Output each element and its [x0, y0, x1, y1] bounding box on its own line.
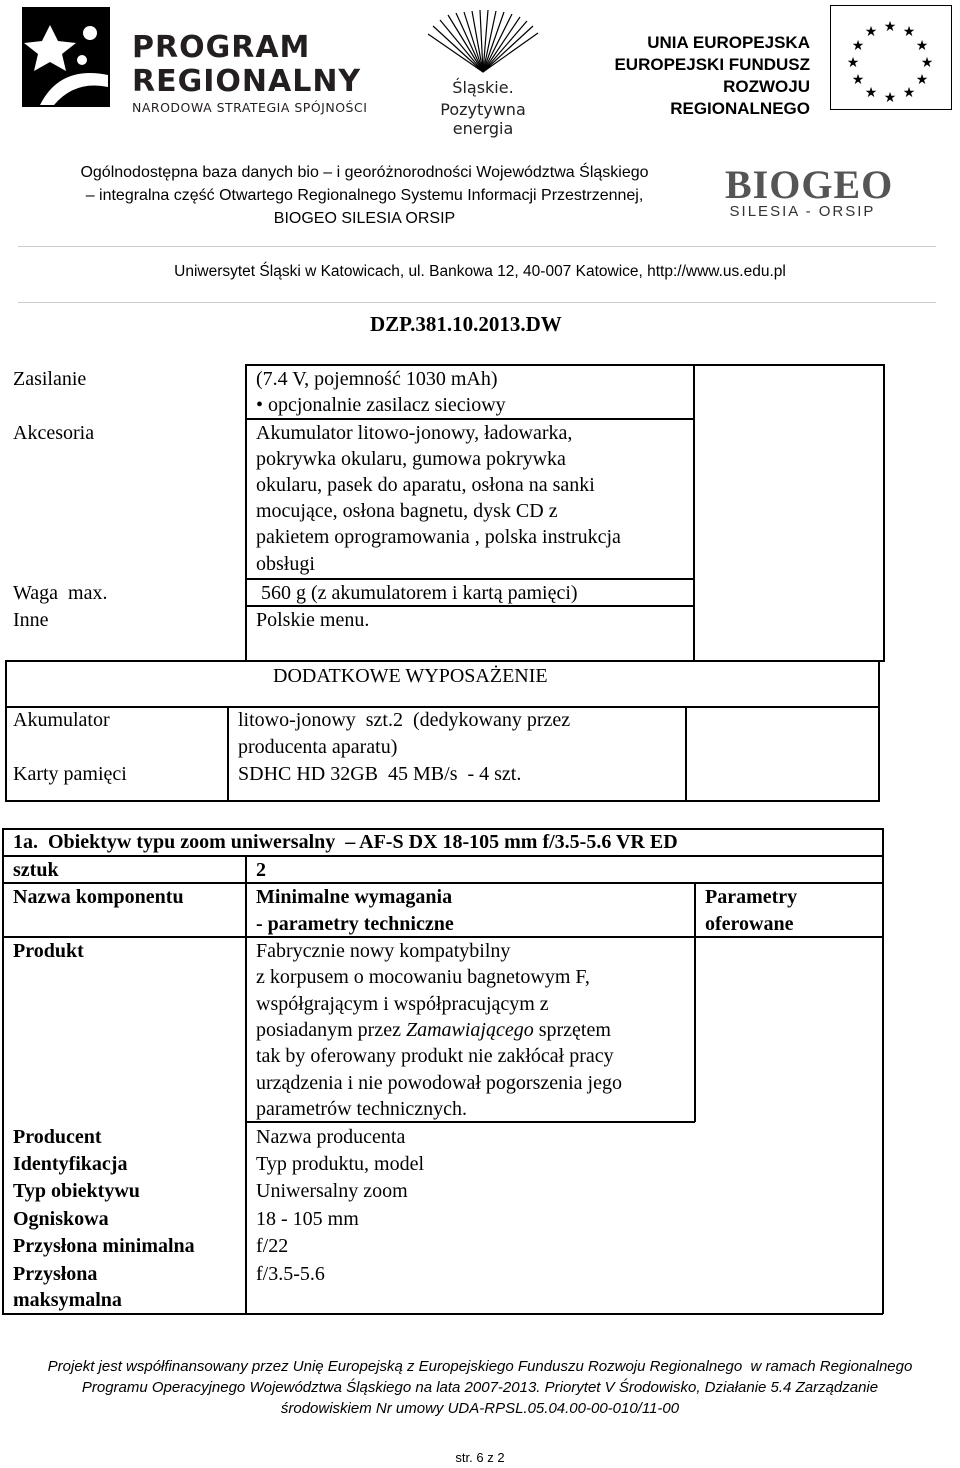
t3-label-producent: Producent — [13, 1126, 102, 1148]
database-line-1: Ogólnodostępna baza danych bio – i georóżnorodności Województwa Śląskiego — [80, 164, 649, 181]
page-number: str. 6 z 2 — [455, 1450, 505, 1465]
svg-text:★: ★ — [864, 85, 878, 101]
t2-border-left — [5, 660, 7, 801]
t1-value-akcesoria-line3: okularu, pasek do aparatu, osłona na sanki — [256, 474, 595, 496]
t2-value-akumulator-line1: litowo-jonowy szt.2 (dedykowany przez — [238, 709, 571, 731]
ue-logo-text — [580, 32, 810, 120]
slaskie-logo — [408, 10, 558, 138]
t3-label-przyslona-min: Przysłona minimalna — [13, 1235, 195, 1257]
svg-text:★: ★ — [851, 72, 865, 88]
t1-border-col1 — [245, 364, 247, 661]
database-line-2: – integralna część Otwartego Regionalnego Systemu Informacji Przestrzennej, — [85, 187, 644, 204]
t2-label-akumulator: Akumulator — [13, 709, 110, 731]
t1-label-akcesoria: Akcesoria — [13, 422, 95, 444]
t1-label-inne: Inne — [13, 609, 49, 631]
t3-title: 1a. Obiektyw typu zoom uniwersalny – AF-S DX 18-105 mm f/3.5-5.6 VR ED — [13, 831, 678, 853]
t3-border-bottom — [2, 1313, 883, 1315]
t3-label-identyfikacja: Identyfikacja — [13, 1153, 128, 1175]
t1-label-zasilanie: Zasilanie — [13, 368, 87, 390]
t3-value-ogniskowa: 18 - 105 mm — [256, 1208, 359, 1230]
svg-text:★: ★ — [915, 72, 929, 88]
slaskie-sun-icon — [408, 10, 558, 80]
t3-produkt-line6: urządzenia i nie powodował pogorszenia jego — [256, 1072, 622, 1094]
t3-value-typ-obiektywu: Uniwersalny zoom — [256, 1180, 408, 1202]
t3-label-produkt: Produkt — [13, 940, 84, 962]
program-logo-line2: REGIONALNY — [132, 64, 362, 99]
t3-produkt-line4 — [256, 1017, 611, 1044]
ue-line2: EUROPEJSKI FUNDUSZ — [614, 55, 810, 74]
database-line-3: BIOGEO SILESIA ORSIP — [273, 210, 456, 227]
t1-value-akcesoria-line4: mocujące, osłona bagnetu, dysk CD z — [256, 500, 558, 522]
t3-produkt-line1: Fabrycznie nowy kompatybilny — [256, 940, 511, 962]
t2-heading: DODATKOWE WYPOSAŻENIE — [273, 665, 548, 687]
t3-header-requirements-sub: - parametry techniczne — [256, 913, 454, 935]
t3-produkt-line4c: sprzętem — [533, 1019, 611, 1041]
t1-value-akcesoria-line2: pokrywka okularu, gumowa pokrywka — [256, 448, 566, 470]
t3-produkt-line5: tak by oferowany produkt nie zakłócał pracy — [256, 1045, 614, 1067]
ue-line1: UNIA EUROPEJSKA — [647, 33, 810, 52]
t3-produkt-line2: z korpusem o mocowaniu bagnetowym F, — [256, 966, 590, 988]
t1-value-inne: Polskie menu. — [256, 609, 370, 631]
svg-text:★: ★ — [902, 24, 916, 40]
svg-text:★: ★ — [915, 38, 929, 54]
t3-header-component: Nazwa komponentu — [13, 886, 184, 908]
slaskie-logo-title: Śląskie. — [452, 78, 514, 97]
t3-value-identyfikacja: Typ produktu, model — [256, 1153, 425, 1175]
t3-label-ogniskowa: Ogniskowa — [13, 1208, 109, 1230]
eu-flag-icon — [830, 5, 952, 110]
t1-value-akcesoria-line6: obsługi — [256, 553, 315, 575]
t1-value-akcesoria-line1: Akumulator litowo-jonowy, ładowarka, — [256, 422, 573, 444]
t3-value-przyslona-max: f/3.5-5.6 — [256, 1263, 325, 1285]
svg-text:★: ★ — [864, 24, 878, 40]
svg-text:★: ★ — [883, 90, 897, 106]
t1-border-bottom — [5, 660, 885, 662]
t3-label-typ-obiektywu: Typ obiektywu — [13, 1180, 140, 1202]
footer-line3: środowiskiem Nr umowy UDA-RPSL.05.04.00-00-010/11-00 — [280, 1400, 680, 1417]
svg-text:★: ★ — [902, 85, 916, 101]
t3-header-offered: Parametry — [705, 886, 798, 908]
t2-value-karty: SDHC HD 32GB 45 MB/s - 4 szt. — [238, 763, 522, 785]
t3-border-left — [2, 828, 4, 1314]
t1-label-waga: Waga max. — [13, 582, 108, 604]
t2-border-col2 — [685, 706, 687, 801]
t1-border-right — [883, 364, 885, 661]
t3-qty-label: sztuk — [13, 859, 59, 881]
footer-line2: Programu Operacyjnego Województwa Śląskiego na lata 2007-2013. Priorytet V Środowisko, Działanie 5.4 Zarządzanie — [81, 1379, 879, 1396]
t1-value-zasilanie-line1: (7.4 V, pojemność 1030 mAh) — [256, 368, 498, 390]
t1-value-waga: 560 g (z akumulatorem i kartą pamięci) — [256, 582, 578, 604]
t3-border-col2 — [694, 882, 696, 1122]
t2-border-col1 — [227, 706, 229, 801]
t2-border-bottom — [5, 800, 880, 802]
svg-text:★: ★ — [920, 55, 934, 71]
ue-line3: ROZWOJU REGIONALNEGO — [670, 77, 810, 118]
svg-text:★: ★ — [851, 38, 865, 54]
t3-qty-value: 2 — [256, 859, 266, 881]
t1-value-akcesoria-line5: pakietem oprogramowania , polska instrukcja — [256, 526, 621, 548]
footer-line1: Projekt jest współfinansowany przez Unię Europejską z Europejskiego Funduszu Rozwoju Regionalnego w ramach Regionalnego — [47, 1358, 913, 1375]
t3-produkt-line4b: Zamawiającego — [405, 1019, 534, 1041]
university-address: Uniwersytet Śląski w Katowicach, ul. Bankowa 12, 40-007 Katowice, http://www.us.edu.pl — [174, 263, 786, 280]
t3-label-przyslona-max-2: maksymalna — [13, 1289, 122, 1311]
svg-text:★: ★ — [846, 55, 860, 71]
footer-funding-note — [0, 1356, 960, 1419]
t3-value-przyslona-min: f/22 — [256, 1235, 289, 1257]
t3-label-przyslona-max: Przysłona — [13, 1263, 98, 1285]
t3-produkt-line4a: posiadanym przez — [256, 1019, 406, 1041]
biogeo-logo — [725, 162, 894, 225]
program-regionalny-logo — [20, 5, 380, 115]
t3-produkt-line3: współgrającym i współpracującym z — [256, 993, 549, 1015]
header-rule-bottom — [18, 302, 936, 303]
t3-value-producent: Nazwa producenta — [256, 1126, 406, 1148]
t2-border-right — [878, 660, 880, 801]
t3-header-offered-sub: oferowane — [705, 913, 794, 935]
slaskie-logo-slogan: Pozytywna energia — [440, 100, 526, 138]
document-reference: DZP.381.10.2013.DW — [370, 312, 562, 336]
program-logo-line1: PROGRAM — [132, 30, 311, 65]
biogeo-logo-sub: SILESIA - ORSIP — [729, 203, 876, 220]
t3-border-right — [882, 828, 884, 1314]
t3-header-requirements: Minimalne wymagania — [256, 886, 453, 908]
program-regionalny-emblem-icon — [20, 5, 120, 115]
biogeo-logo-main: BIOGEO — [725, 162, 894, 207]
t3-produkt-line7: parametrów technicznych. — [256, 1098, 468, 1120]
header-rule-top — [18, 246, 936, 247]
svg-text:★: ★ — [883, 19, 897, 35]
t1-value-zasilanie-line2: • opcjonalnie zasilacz sieciowy — [256, 394, 506, 416]
t3-border-col1 — [245, 855, 247, 1314]
t2-value-akumulator-line2: producenta aparatu) — [238, 736, 398, 758]
t1-border-col2 — [693, 364, 695, 661]
program-logo-line3: NARODOWA STRATEGIA SPÓJNOŚCI — [132, 100, 368, 115]
t2-label-karty: Karty pamięci — [13, 763, 127, 785]
